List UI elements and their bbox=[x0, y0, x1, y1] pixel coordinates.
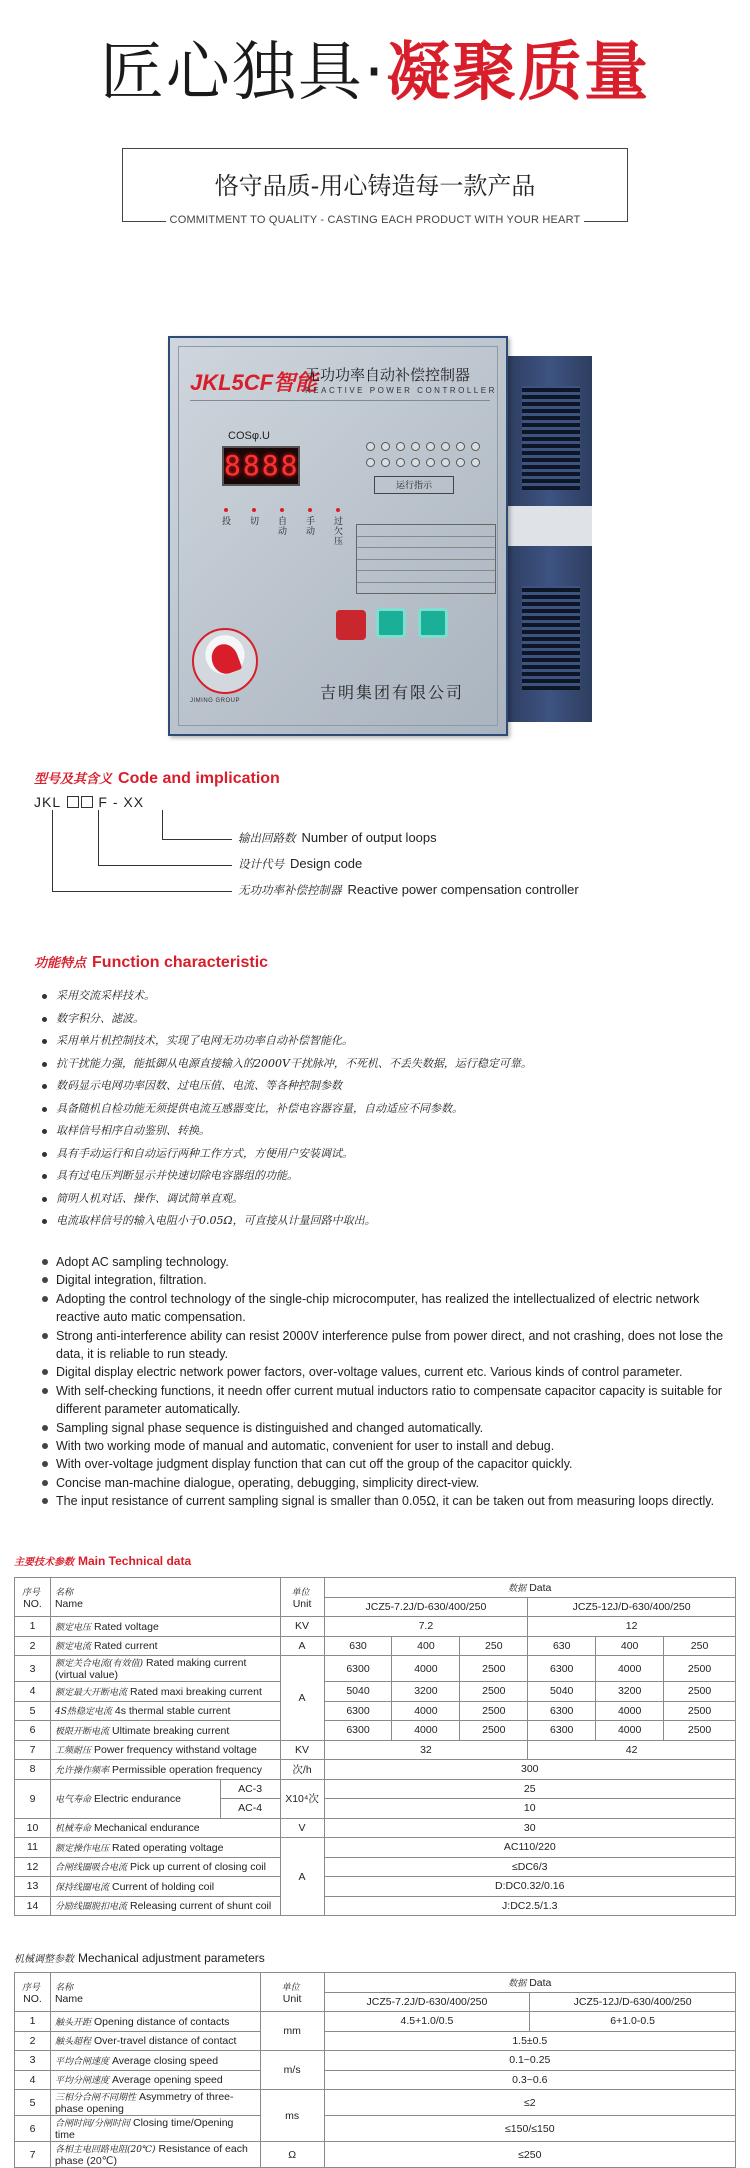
mechanical-table bbox=[14, 1972, 736, 2168]
status-led-grid bbox=[366, 442, 486, 472]
model-code bbox=[34, 794, 144, 810]
table-row: 7 工频耐压 Power frequency withstand voltage KV 32 42 bbox=[15, 1740, 736, 1760]
device-side-panel bbox=[508, 356, 592, 722]
list-item: Adopt AC sampling technology. bbox=[38, 1253, 728, 1271]
table-row: 13 保持线圈电流 Current of holding coil D:DC0.32/0.16 bbox=[15, 1877, 736, 1897]
table-row: 14 分励线圈脱扣电流 Releasing current of shunt coil J:DC2.5/1.3 bbox=[15, 1896, 736, 1916]
table-row: 1 额定电压 Rated voltage KV 7.2 12 bbox=[15, 1617, 736, 1637]
company-name: 吉明集团有限公司 bbox=[320, 683, 465, 702]
list-item: 数码显示电网功率因数、过电压值、电流、等各种控制参数 bbox=[36, 1075, 726, 1098]
table-row: 5 三相分合闸不同期性 Asymmetry of three-phase opening ms ≤2 bbox=[15, 2090, 736, 2116]
list-item: Adopting the control technology of the single-chip microcomputer, has realized the intellectualized of electric network reactive auto matic compensation. bbox=[38, 1290, 728, 1327]
main-table-title-cn: 主要技术参数 bbox=[14, 1557, 74, 1568]
headline-dot: · bbox=[363, 36, 387, 110]
table-row: 6 合闸时间/分闸时间 Closing time/Opening time ≤150/≤150 bbox=[15, 2116, 736, 2142]
device-brand: JKL5CF智能 bbox=[190, 370, 318, 395]
list-item: 具有过电压判断显示并快速切除电容器组的功能。 bbox=[36, 1165, 726, 1188]
indicator-led bbox=[280, 508, 284, 512]
function-list-cn bbox=[36, 985, 726, 1233]
code-item-cn: 无功功率补偿控制器 bbox=[238, 883, 342, 897]
code-box bbox=[81, 796, 93, 808]
model-a: JCZ5-7.2J/D-630/400/250 bbox=[324, 1597, 528, 1617]
table-row: 12 合闸线圈吸合电流 Pick up current of closing coil ≤DC6/3 bbox=[15, 1857, 736, 1877]
table-row: 2 额定电流 Rated current A 630 400 250 630 400 250 bbox=[15, 1636, 736, 1656]
list-item: Sampling signal phase sequence is distinguished and changed automatically. bbox=[38, 1419, 728, 1437]
table-row: 6 极限开断电流 Ultimate breaking current 6300 4000 2500 6300 4000 2500 bbox=[15, 1721, 736, 1741]
function-list-en bbox=[38, 1253, 728, 1511]
table-row: 3 额定关合电流(有效值) Rated making current (virtual value) A 6300 4000 2500 6300 4000 2500 bbox=[15, 1656, 736, 1682]
table-row: 5 4S热稳定电流 4s thermal stable current 6300 4000 2500 6300 4000 2500 bbox=[15, 1701, 736, 1721]
code-item-en: Reactive power compensation controller bbox=[347, 882, 579, 897]
list-item: 取样信号相序自动鉴别、转换。 bbox=[36, 1120, 726, 1143]
vent-grille bbox=[522, 386, 580, 490]
indicator-label: 自动 bbox=[278, 516, 288, 536]
list-item: Concise man-machine dialogue, operating, debugging, simplicity direct-view. bbox=[38, 1474, 728, 1492]
table-row: 4 平均分闸速度 Average opening speed 0.3~0.6 bbox=[15, 2070, 736, 2090]
header-unit: 单位 Unit bbox=[280, 1578, 324, 1617]
led-display: 8888 bbox=[222, 446, 300, 486]
run-indicator-label: 运行指示 bbox=[374, 476, 454, 494]
header-data: 数据 Data bbox=[324, 1578, 735, 1598]
main-table-title bbox=[14, 1553, 191, 1568]
list-item: 抗干扰能力强，能抵御从电源直接输入的2000V干扰脉冲，不死机、不丢失数据，运行稳定可靠。 bbox=[36, 1053, 726, 1076]
headline-part2: 凝聚质量 bbox=[386, 36, 651, 110]
list-item: 具有手动运行和自动运行两种工作方式，方便用户安装调试。 bbox=[36, 1143, 726, 1166]
table-row bbox=[15, 1578, 736, 1598]
list-item: With over-voltage judgment display function that can cut off the group of the capacitor quickly. bbox=[38, 1455, 728, 1473]
table-row: AC-4 10 bbox=[15, 1799, 736, 1819]
product-image bbox=[168, 336, 592, 736]
red-button bbox=[336, 610, 366, 640]
code-title-en: Code and implication bbox=[118, 770, 280, 787]
up-button bbox=[376, 608, 406, 638]
model-prefix: JKL bbox=[34, 794, 61, 810]
indicator-led bbox=[252, 508, 256, 512]
code-item-cn: 输出回路数 bbox=[238, 831, 296, 845]
slogan-cn: 恪守品质-用心铸造每一款产品 bbox=[214, 172, 536, 200]
list-item: Digital integration, filtration. bbox=[38, 1271, 728, 1289]
headline-part1: 匠心独具 bbox=[99, 36, 364, 110]
indicator-label: 手动 bbox=[306, 516, 316, 536]
code-item-cn: 设计代号 bbox=[238, 857, 284, 871]
table-row: 4 额定最大开断电流 Rated maxi breaking current 5040 3200 2500 5040 3200 2500 bbox=[15, 1682, 736, 1702]
device-title-cn: 无功功率自动补偿控制器 bbox=[305, 366, 471, 384]
list-item: With self-checking functions, it needn offer current mutual inductors ratio to compensate capacitor capacity is suitable for different parameter automatically. bbox=[38, 1382, 728, 1419]
table-row: JCZ5-7.2J/D-630/400/250 JCZ5-12J/D-630/400/250 bbox=[15, 1992, 736, 2012]
list-item: 电流取样信号的输入电阻小于0.05Ω，可直接从计量回路中取出。 bbox=[36, 1210, 726, 1233]
function-title-en: Function characteristic bbox=[92, 954, 269, 971]
slogan-en: COMMITMENT TO QUALITY - CASTING EACH PRODUCT WITH YOUR HEART bbox=[169, 214, 581, 226]
table-row: 1 触头开距 Opening distance of contacts mm 4.5+1.0/0.5 6+1.0-0.5 bbox=[15, 2012, 736, 2032]
mech-table-title-en: Mechanical adjustment parameters bbox=[78, 1951, 265, 1965]
code-item-en: Design code bbox=[290, 856, 363, 871]
indicator-led bbox=[308, 508, 312, 512]
list-item: Digital display electric network power factors, over-voltage values, current etc. Various kinds of control parameter. bbox=[38, 1363, 728, 1381]
list-item: 数字积分、滤波。 bbox=[36, 1008, 726, 1031]
table-row: 7 各相主电回路电阻(20℃) Resistance of each phase (20℃) Ω ≤250 bbox=[15, 2142, 736, 2168]
bracket-line bbox=[52, 810, 232, 892]
table-row: 9 电气寿命 Electric endurance AC-3 X10⁴次 25 bbox=[15, 1779, 736, 1799]
indicator-led bbox=[224, 508, 228, 512]
table-row: 2 触头超程 Over-travel distance of contact 1.5±0.5 bbox=[15, 2031, 736, 2051]
device-parameter-plate bbox=[356, 524, 496, 594]
device-title-en: REACTIVE POWER CONTROLLER bbox=[305, 386, 497, 395]
table-row: 3 平均合闸速度 Average closing speed m/s 0.1~0.25 bbox=[15, 2051, 736, 2071]
model-mid: F - XX bbox=[98, 794, 145, 810]
down-button bbox=[418, 608, 448, 638]
code-item-loops bbox=[238, 830, 437, 846]
cos-label: COSφ.U bbox=[228, 430, 270, 442]
list-item: With two working mode of manual and automatic, convenient for user to install and debug. bbox=[38, 1437, 728, 1455]
company-logo-icon bbox=[192, 628, 258, 694]
mech-table-title bbox=[14, 1950, 265, 1965]
table-row: 8 允许操作频率 Permissible operation frequency 次/h 300 bbox=[15, 1760, 736, 1780]
main-table-title-en: Main Technical data bbox=[78, 1554, 192, 1568]
indicator-label: 投 bbox=[222, 516, 232, 526]
list-item: Strong anti-interference ability can resist 2000V interference pulse from power direct, and not crashing, does not lose the data, it is reliable to run steady. bbox=[38, 1327, 728, 1364]
indicator-label: 切 bbox=[250, 516, 260, 526]
device-front-panel bbox=[168, 336, 508, 736]
main-technical-table bbox=[14, 1577, 736, 1916]
function-title-cn: 功能特点 bbox=[34, 956, 87, 971]
header-name: 名称 Name bbox=[50, 1578, 280, 1617]
vent-grille bbox=[522, 586, 580, 690]
list-item: 简明人机对话、操作、调试简单直观。 bbox=[36, 1188, 726, 1211]
code-item-design bbox=[238, 856, 362, 872]
header-no: 序号 NO. bbox=[15, 1578, 51, 1617]
model-b: JCZ5-12J/D-630/400/250 bbox=[528, 1597, 736, 1617]
list-item: 具备随机自检功能无须提供电流互感器变比，补偿电容器容量，自动适应不同参数。 bbox=[36, 1098, 726, 1121]
code-section-title bbox=[34, 768, 280, 788]
code-box bbox=[67, 796, 79, 808]
mech-table-title-cn: 机械调整参数 bbox=[14, 1954, 74, 1965]
table-row: 序号 NO. 名称 Name 单位 Unit 数据 Data bbox=[15, 1973, 736, 1993]
indicator-row bbox=[220, 508, 360, 552]
indicator-led bbox=[336, 508, 340, 512]
code-item-en: Number of output loops bbox=[301, 830, 437, 845]
list-item: 采用交流采样技术。 bbox=[36, 985, 726, 1008]
code-item-controller bbox=[238, 882, 579, 898]
list-item: The input resistance of current sampling signal is smaller than 0.05Ω, it can be taken out from measuring loops directly. bbox=[38, 1492, 728, 1510]
table-row: 11 额定操作电压 Rated operating voltage A AC110/220 bbox=[15, 1838, 736, 1858]
function-section-title bbox=[34, 952, 268, 972]
list-item: 采用单片机控制技术，实现了电网无功功率自动补偿智能化。 bbox=[36, 1030, 726, 1053]
code-title-cn: 型号及其含义 bbox=[34, 772, 113, 787]
page-headline bbox=[0, 34, 750, 112]
logo-word: JIMING GROUP bbox=[190, 698, 241, 704]
table-row: 10 机械寿命 Mechanical endurance V 30 bbox=[15, 1818, 736, 1838]
indicator-label: 过欠压 bbox=[334, 516, 344, 546]
